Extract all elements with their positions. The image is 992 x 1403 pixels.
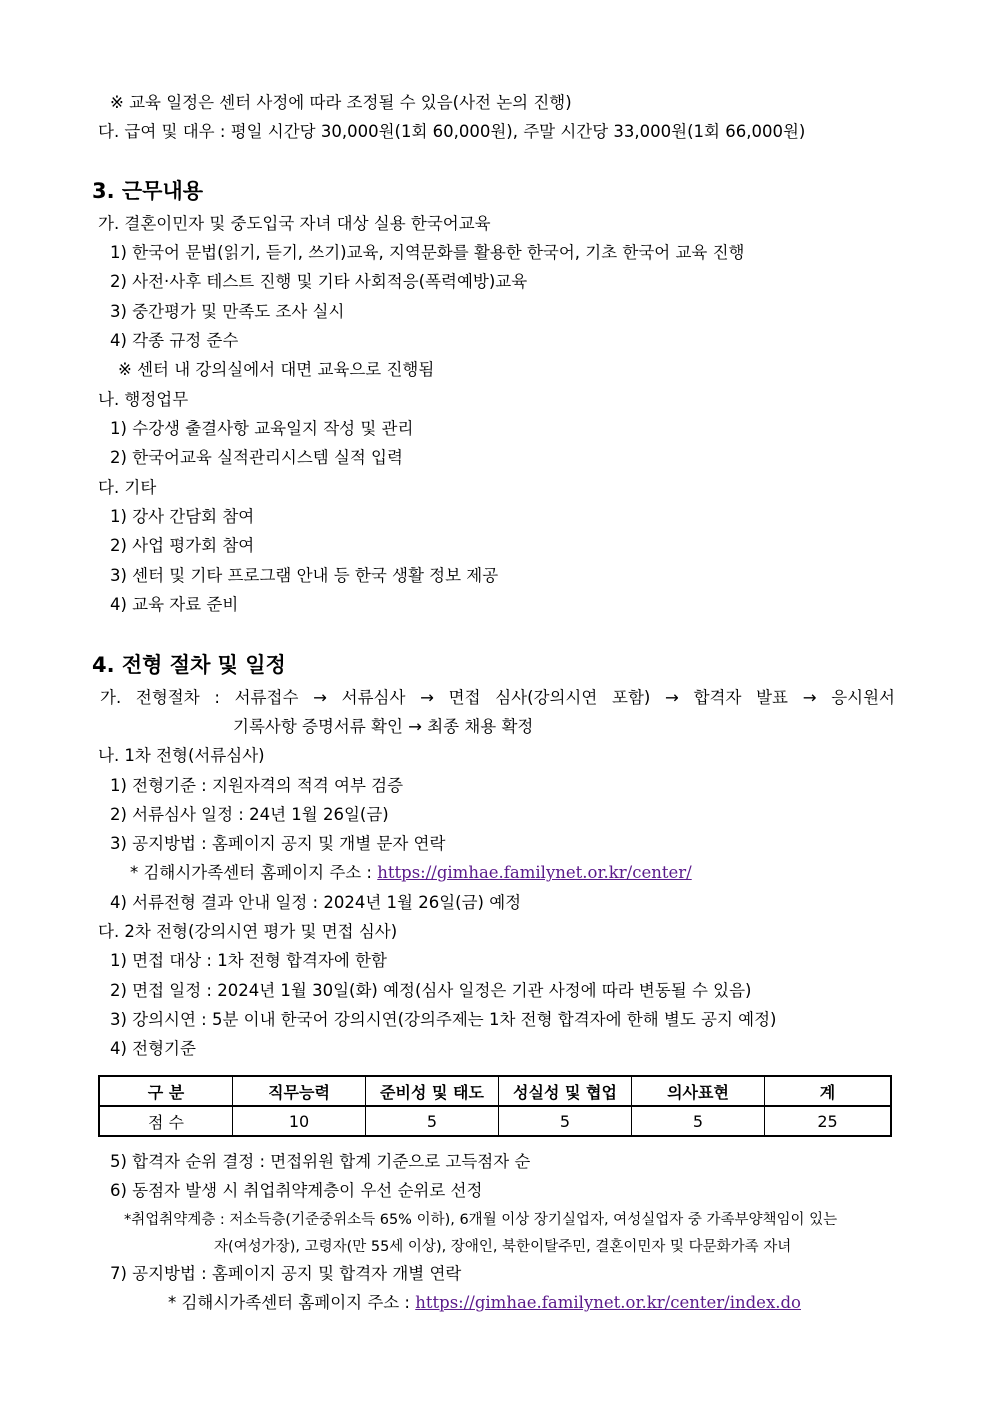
s3-c2: 2) 사업 평가회 참여 [110,536,255,555]
table-header: 구 분 [99,1076,233,1106]
s4-c6-note-2: 자(여성가장), 고령자(만 55세 이상), 장애인, 북한이탈주민, 결혼이민자 및 다문화가족 자녀 [214,1239,792,1255]
s4-b3-note: * 김해시가족센터 홈페이지 주소 : https://gimhae.familynet.or.kr/center/ [130,863,692,882]
s3-a-note: ※ 센터 내 강의실에서 대면 교육으로 진행됨 [118,360,435,379]
schedule-note: ※ 교육 일정은 센터 사정에 따라 조정될 수 있음(사전 논의 진행) [110,93,572,112]
s3-b2: 2) 한국어교육 실적관리시스템 실적 입력 [110,448,403,467]
table-cell: 5 [632,1106,765,1136]
table-header: 준비성 및 태도 [366,1076,499,1106]
homepage-index-link[interactable]: https://gimhae.familynet.or.kr/center/index.do [415,1293,801,1312]
s4-c1: 1) 면접 대상 : 1차 전형 합격자에 한함 [110,951,387,970]
s4-c6-note-1: *취업취약계층 : 저소득층(기준중위소득 65% 이하), 6개월 이상 장기실업자, 여성실업자 중 가족부양책임이 있는 [124,1212,838,1228]
s4-a-cont: 기록사항 증명서류 확인 → 최종 채용 확정 [233,717,534,736]
s3-a2: 2) 사전·사후 테스트 진행 및 기타 사회적응(폭력예방)교육 [110,272,528,291]
table-row [99,1106,891,1136]
s3-c4: 4) 교육 자료 준비 [110,595,239,614]
pay-line: 다. 급여 및 대우 : 평일 시간당 30,000원(1회 60,000원), 주말 시간당 33,000원(1회 66,000원) [98,122,806,141]
s4-b2: 2) 서류심사 일정 : 24년 1월 26일(금) [110,805,389,824]
s4-c3: 3) 강의시연 : 5분 이내 한국어 강의시연(강의주제는 1차 전형 합격자에 한해 별도 공지 예정) [110,1010,777,1029]
s4-b4: 4) 서류전형 결과 안내 일정 : 2024년 1월 26일(금) 예정 [110,893,522,912]
table-cell: 10 [233,1106,366,1136]
s4-c7: 7) 공지방법 : 홈페이지 공지 및 합격자 개별 연락 [110,1264,462,1283]
s4-b: 나. 1차 전형(서류심사) [98,746,265,765]
table-header: 성실성 및 협업 [499,1076,632,1106]
score-table [98,1075,892,1137]
s4-c: 다. 2차 전형(강의시연 평가 및 면접 심사) [98,922,398,941]
section-4-title: 4. 전형 절차 및 일정 [92,653,286,677]
s4-c4: 4) 전형기준 [110,1039,196,1058]
s4-b3: 3) 공지방법 : 홈페이지 공지 및 개별 문자 연락 [110,834,446,853]
s3-a: 가. 결혼이민자 및 중도입국 자녀 대상 실용 한국어교육 [98,214,491,233]
s4-a-procedure: 가. 전형절차 : 서류접수 → 서류심사 → 면접 심사(강의시연 포함) → 합격자 발표 → 응시원서 [100,688,895,707]
homepage-link[interactable]: https://gimhae.familynet.or.kr/center/ [377,863,692,882]
s3-a4: 4) 각종 규정 준수 [110,331,239,350]
section-3-title: 3. 근무내용 [92,179,204,203]
s3-a3: 3) 중간평가 및 만족도 조사 실시 [110,302,345,321]
table-header: 계 [765,1076,892,1106]
s3-b1: 1) 수강생 출결사항 교육일지 작성 및 관리 [110,419,414,438]
s3-c: 다. 기타 [98,478,157,497]
table-cell: 5 [366,1106,499,1136]
s4-b1: 1) 전형기준 : 지원자격의 적격 여부 검증 [110,776,404,795]
s4-c7-note: * 김해시가족센터 홈페이지 주소 : https://gimhae.familynet.or.kr/center/index.do [168,1293,801,1312]
table-cell: 25 [765,1106,892,1136]
table-header: 직무능력 [233,1076,366,1106]
table-cell: 점 수 [99,1106,233,1136]
s4-c5: 5) 합격자 순위 결정 : 면접위원 합계 기준으로 고득점자 순 [110,1152,531,1171]
s4-c2: 2) 면접 일정 : 2024년 1월 30일(화) 예정(심사 일정은 기관 사정에 따라 변동될 수 있음) [110,981,752,1000]
s3-b: 나. 행정업무 [98,390,189,409]
table-cell: 5 [499,1106,632,1136]
s3-c3: 3) 센터 및 기타 프로그램 안내 등 한국 생활 정보 제공 [110,566,499,585]
s3-a1: 1) 한국어 문법(읽기, 듣기, 쓰기)교육, 지역문화를 활용한 한국어, 기초 한국어 교육 진행 [110,243,745,262]
table-header: 의사표현 [632,1076,765,1106]
table-header-row [99,1076,891,1106]
s3-c1: 1) 강사 간담회 참여 [110,507,255,526]
s4-c6: 6) 동점자 발생 시 취업취약계층이 우선 순위로 선정 [110,1181,483,1200]
